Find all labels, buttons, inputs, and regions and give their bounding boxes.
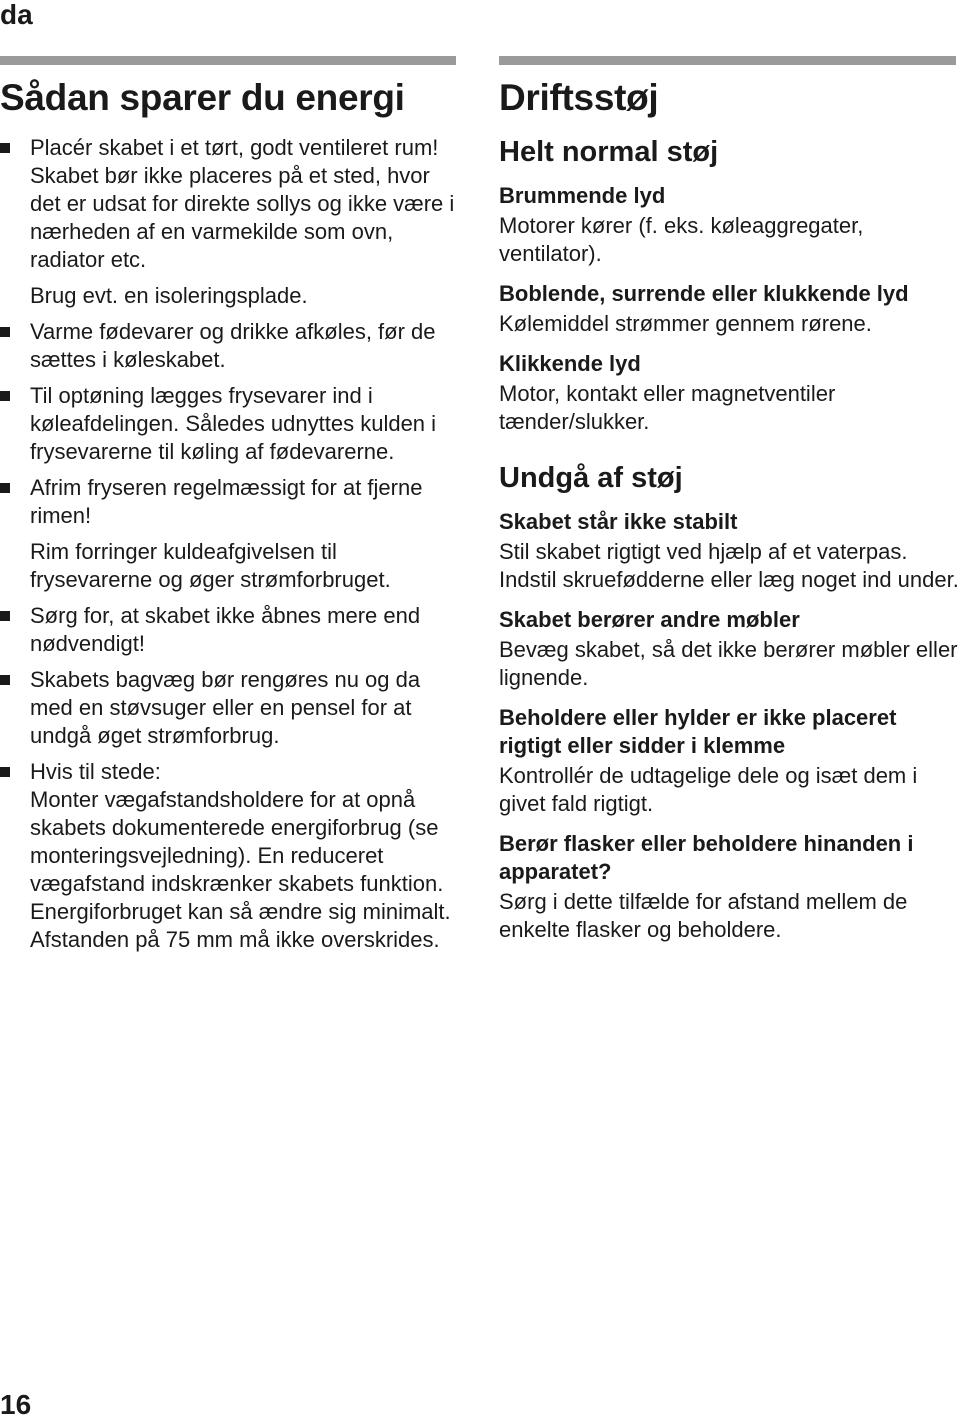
noise-entry-heading: Brummende lyd — [499, 183, 666, 208]
square-bullet-icon — [0, 483, 10, 493]
tip-text: Hvis til stede: — [30, 759, 161, 784]
tip-text: Monter vægafstandsholdere for at opnå skabets dokumenterede energiforbrug (se monteringsvejledning). En reduceret vægafstand indskrænker skabets funktion. Energiforbruget kan så ændre sig minimalt. Afstanden på 75 mm må ikke overskrides. — [30, 787, 451, 952]
tip-text: Til optøning lægges frysevarer ind i køleafdelingen. Således udnyttes kulden i frysevarerne til køling af fødevarerne. — [30, 383, 437, 464]
avoid-noise-heading: Undgå af støj — [499, 462, 683, 494]
right-column-rule — [499, 56, 956, 65]
noise-entry — [499, 182, 960, 268]
list-item — [0, 318, 458, 374]
noise-entry-text: Kontrollér de udtagelige dele og isæt dem i givet fald rigtigt. — [499, 763, 918, 816]
noise-entry — [499, 280, 960, 338]
noise-entry — [499, 508, 960, 594]
noise-entry-text: Bevæg skabet, så det ikke berører møbler eller lignende. — [499, 637, 958, 690]
tip-text: Afrim fryseren regelmæssigt for at fjerne rimen! — [30, 475, 423, 528]
square-bullet-icon — [0, 391, 10, 401]
noise-entry-text: Sørg i dette tilfælde for afstand mellem de enkelte flasker og beholdere. — [499, 889, 908, 942]
operating-noise-section — [499, 66, 960, 944]
tip-text: Varme fødevarer og drikke afkøles, før de sættes i køleskabet. — [30, 319, 436, 372]
square-bullet-icon — [0, 611, 10, 621]
list-item — [0, 666, 458, 750]
noise-entry — [499, 704, 960, 818]
noise-entry-text: Kølemiddel strømmer gennem rørene. — [499, 311, 872, 336]
noise-entry-heading: Skabet berører andre møbler — [499, 607, 800, 632]
square-bullet-icon — [0, 143, 10, 153]
list-item — [0, 134, 458, 310]
square-bullet-icon — [0, 327, 10, 337]
noise-entry-text: Stil skabet rigtigt ved hjælp af et vaterpas. Indstil skruefødderne eller læg noget ind under. — [499, 539, 959, 592]
noise-entry-heading: Klikkende lyd — [499, 351, 641, 376]
noise-entry-heading: Boblende, surrende eller klukkende lyd — [499, 281, 909, 306]
energy-tips-list — [0, 134, 458, 954]
page-number: 16 — [0, 1389, 32, 1420]
noise-entry-heading: Berør flasker eller beholdere hinanden i apparatet? — [499, 831, 914, 884]
square-bullet-icon — [0, 675, 10, 685]
energy-saving-section — [0, 66, 458, 962]
left-column-rule — [0, 56, 456, 65]
normal-noise-heading: Helt normal støj — [499, 136, 719, 168]
operating-noise-title: Driftsstøj — [499, 77, 659, 118]
noise-entry — [499, 350, 960, 436]
noise-entry — [499, 606, 960, 692]
noise-entry-heading: Beholdere eller hylder er ikke placeret rigtigt eller sidder i klemme — [499, 705, 897, 758]
noise-entry-text: Motorer kører (f. eks. køleaggregater, ventilator). — [499, 213, 864, 266]
square-bullet-icon — [0, 767, 10, 777]
list-item — [0, 474, 458, 594]
tip-text: Skabets bagvæg bør rengøres nu og da med en støvsuger eller en pensel for at undgå øget strømforbrug. — [30, 667, 421, 748]
tip-text: Sørg for, at skabet ikke åbnes mere end nødvendigt! — [30, 603, 421, 656]
noise-entry-heading: Skabet står ikke stabilt — [499, 509, 738, 534]
list-item — [0, 382, 458, 466]
list-item — [0, 758, 458, 954]
energy-saving-title: Sådan sparer du energi — [0, 77, 405, 118]
tip-text: Rim forringer kuldeafgivelsen til frysevarerne og øger strømforbruget. — [30, 539, 391, 592]
list-item — [0, 602, 458, 658]
noise-entry-text: Motor, kontakt eller magnetventiler tænder/slukker. — [499, 381, 836, 434]
tip-text: Placér skabet i et tørt, godt ventileret rum! Skabet bør ikke placeres på et sted, hvor det er udsat for direkte sollys og ikke være i nærheden af en varmekilde som ovn, radiator etc. — [30, 135, 455, 272]
language-code: da — [0, 0, 33, 30]
noise-entry — [499, 830, 960, 944]
tip-text: Brug evt. en isoleringsplade. — [30, 283, 308, 308]
